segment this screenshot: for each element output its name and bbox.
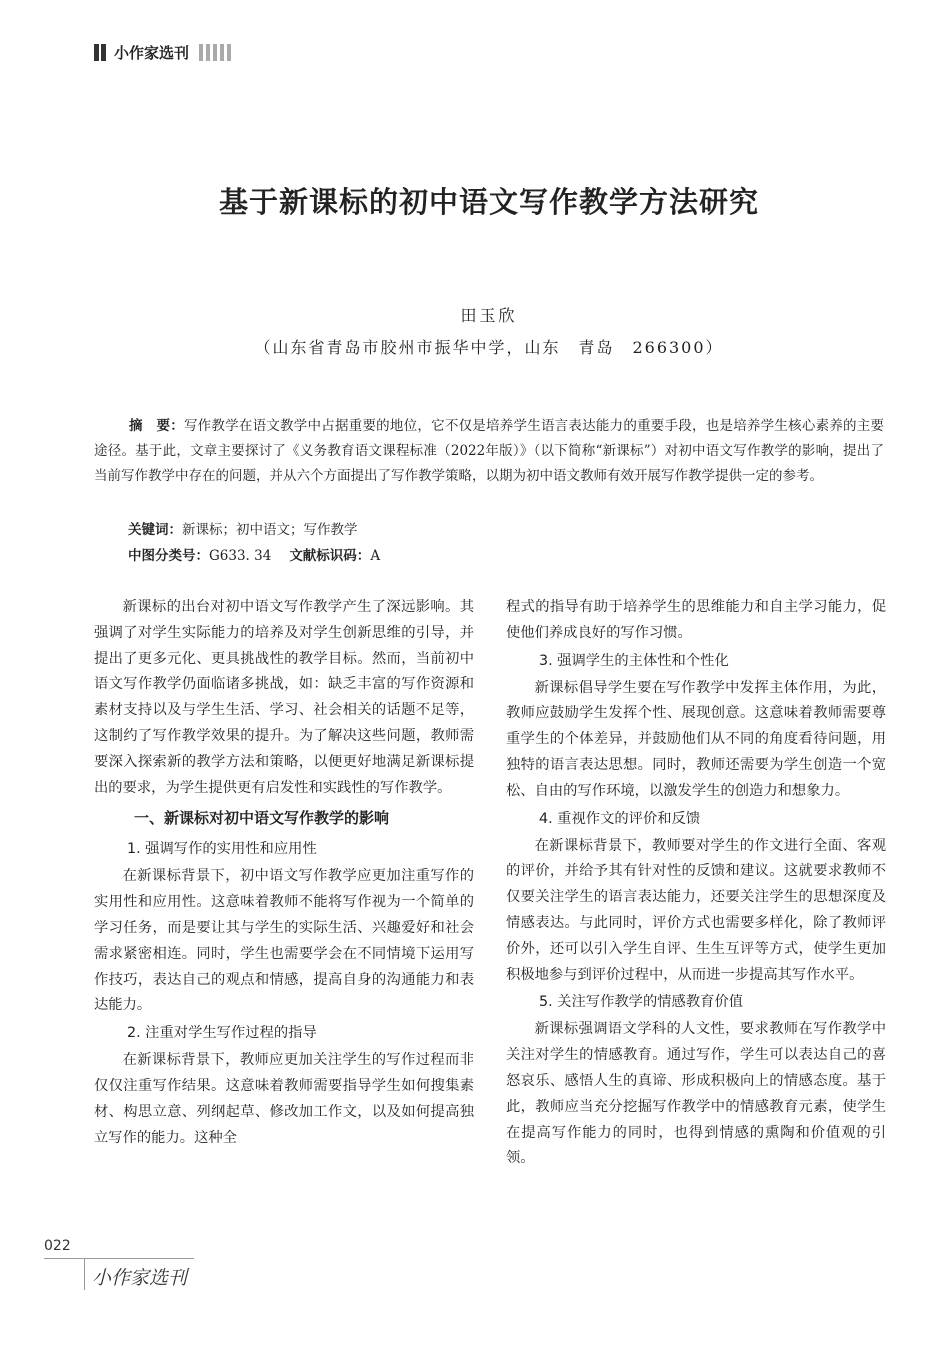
paragraph: 在新课标背景下，初中语文写作教学应更加注重写作的实用性和应用性。这意味着教师不能将写作视为一个简单的学习任务，而是要让其与学生的实际生活、兴趣爱好和社会需求紧密相连。同时，学生也需要学会在不同情境下运用写作技巧，表达自己的观点和情感，提高自身的沟通能力和表达能力。 [94, 868, 474, 1014]
header-bar-icon [220, 44, 224, 61]
logo-text: 小作家选刊 [92, 1267, 188, 1289]
doc-code-label: 文献标识码： [289, 548, 371, 564]
footer-rule [44, 1258, 194, 1259]
subsection-heading: 1. 强调写作的实用性和应用性 [127, 841, 317, 858]
magazine-logo [92, 1262, 202, 1292]
paragraph: 程式的指导有助于培养学生的思维能力和自主学习能力，促使他们养成良好的写作习惯。 [506, 599, 886, 641]
body-column-left [94, 595, 474, 1151]
subsection-heading: 5. 关注写作教学的情感教育价值 [539, 994, 744, 1011]
header-bar-icon [206, 44, 210, 61]
footer-rule [84, 1258, 85, 1290]
article-title: 基于新课标的初中语文写作教学方法研究 [218, 185, 759, 219]
header-bar-icon [94, 44, 99, 61]
classification [128, 544, 380, 564]
body-column-right [506, 595, 886, 1172]
subsection-heading: 4. 重视作文的评价和反馈 [539, 810, 701, 827]
header-bar-icon [213, 44, 217, 61]
keywords-text: 新课标；初中语文；写作教学 [182, 522, 358, 538]
section-heading: 一、新课标对初中语文写作教学的影响 [134, 809, 390, 828]
intro-paragraph: 新课标的出台对初中语文写作教学产生了深远影响。其强调了对学生实际能力的培养及对学生创新思维的引导，并提出了更多元化、更具挑战性的教学目标。然而，当前初中语文写作教学仍面临诸多挑战，如：缺乏丰富的写作资源和素材支持以及与学生生活、学习、社会相关的话题不足等，这制约了写作教学效果的提升。为了解决这些问题，教师需要深入探索新的教学方法和策略，以便更好地满足新课标提出的要求，为学生提供更有启发性和实践性的写作教学。 [94, 599, 474, 796]
magazine-name: 小作家选刊 [114, 43, 190, 62]
paragraph: 在新课标背景下，教师要对学生的作文进行全面、客观的评价，并给予其有针对性的反馈和建议。这就要求教师不仅要关注学生的语言表达能力，还要关注学生的思想深度及情感表达。与此同时，评价方式也需要多样化，除了教师评价外，还可以引入学生自评、生生互评等方式，使学生更加积极地参与到评价过程中，从而进一步提高其写作水平。 [506, 837, 886, 983]
paragraph: 新课标强调语文学科的人文性，要求教师在写作教学中关注对学生的情感教育。通过写作，学生可以表达自己的喜怒哀乐、感悟人生的真谛、形成积极向上的情感态度。基于此，教师应当充分挖掘写作教学中的情感教育元素，使学生在提高写作能力的同时，也得到情感的熏陶和价值观的引领。 [506, 1021, 886, 1167]
keywords [128, 518, 358, 538]
author-name: 田玉欣 [460, 306, 518, 325]
doc-code-value: A [370, 548, 381, 564]
header-bar-icon [199, 44, 203, 61]
paragraph: 新课标倡导学生要在写作教学中发挥主体作用，为此，教师应鼓励学生发挥个性、展现创意。这意味着教师需要尊重学生的个体差异，并鼓励他们从不同的角度看待问题，用独特的语言表达思想。同时，教师还需要为学生创造一个宽松、自由的写作环境，以激发学生的创造力和想象力。 [506, 679, 886, 799]
keywords-label: 关键词： [128, 522, 182, 538]
clc-label: 中图分类号： [128, 548, 209, 564]
running-header [94, 40, 234, 64]
abstract-label: 摘 要： [129, 418, 184, 434]
abstract-text: 写作教学在语文教学中占据重要的地位，它不仅是培养学生语言表达能力的重要手段，也是培养学生核心素养的主要途径。基于此，文章主要探讨了《义务教育语文课程标准（2022年版）》（以下简称“新课标”）对初中语文写作教学的影响，提出了当前写作教学中存在的问题，并从六个方面提出了写作教学策略，以期为初中语文教师有效开展写作教学提供一定的参考。 [94, 418, 885, 484]
clc-value: G633. 34 [209, 548, 272, 564]
header-bar-icon [227, 44, 231, 61]
paragraph: 在新课标背景下，教师应更加关注学生的写作过程而非仅仅注重写作结果。这意味着教师需要指导学生如何搜集素材、构思立意、列纲起草、修改加工作文，以及如何提高独立写作的能力。这种全 [94, 1052, 474, 1146]
header-bar-icon [101, 44, 106, 61]
abstract [94, 414, 884, 489]
subsection-heading: 3. 强调学生的主体性和个性化 [539, 652, 729, 669]
subsection-heading: 2. 注重对学生写作过程的指导 [127, 1025, 317, 1042]
author-affiliation: （山东省青岛市胶州市振华中学，山东 青岛 266300） [254, 338, 724, 357]
page-number: 022 [44, 1238, 71, 1254]
